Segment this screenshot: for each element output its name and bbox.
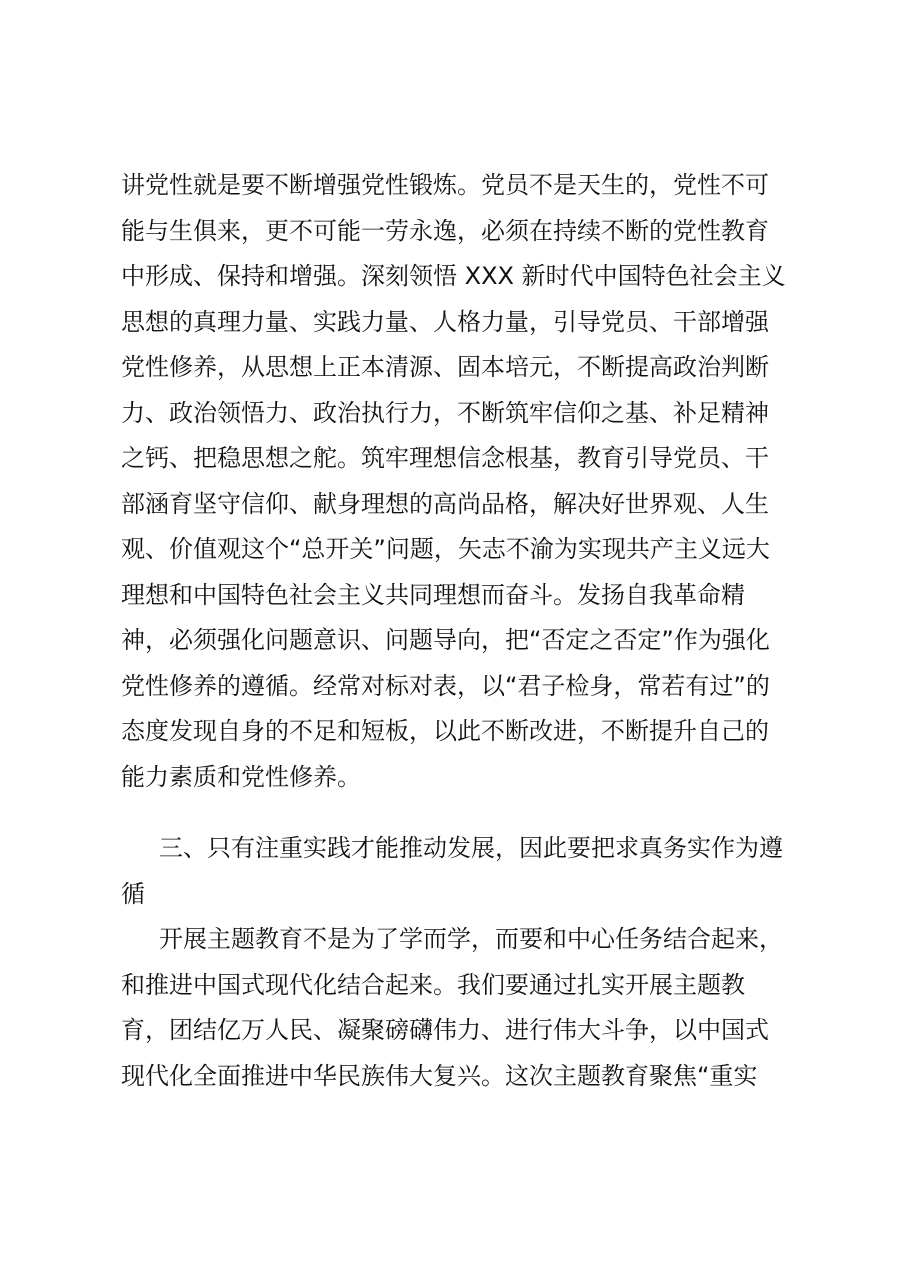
- paragraph-line: 能与生俱来，更不可能一劳永逸，必须在持续不断的党性教育: [121, 216, 769, 245]
- heading-line: 三、只有注重实践才能推动发展，因此要把求真务实作为遵: [159, 834, 783, 862]
- paragraph-line: 之钙、把稳思想之舵。筑牢理想信念根基，教育引导党员、干: [121, 444, 769, 472]
- paragraph-line: 部涵育坚守信仰、献身理想的高尚品格，解决好世界观、人生: [121, 489, 769, 518]
- heading-line: 循: [121, 879, 145, 908]
- paragraph-line: 神，必须强化问题意识、问题导向，把“否定之否定”作为强化: [121, 626, 770, 654]
- paragraph-line: 讲党性就是要不断增强党性锻炼。党员不是天生的，党性不可: [121, 171, 769, 199]
- paragraph-line: 观、价值观这个“总开关”问题，矢志不渝为实现共产主义远大: [121, 535, 770, 563]
- paragraph-line: 中形成、保持和增强。深刻领悟 XXX 新时代中国特色社会主义: [121, 262, 786, 290]
- paragraph-line: 育，团结亿万人民、凝聚磅礴伟力、进行伟大斗争，以中国式: [121, 1016, 769, 1044]
- paragraph-line: 理想和中国特色社会主义共同理想而奋斗。发扬自我革命精: [121, 580, 745, 609]
- paragraph-line: 现代化全面推进中华民族伟大复兴。这次主题教育聚焦“重实: [121, 1061, 758, 1090]
- body-paragraph-2: [121, 917, 801, 1099]
- paragraph-line: 态度发现自身的不足和短板，以此不断改进，不断提升自己的: [121, 717, 769, 745]
- paragraph-line: 和推进中国式现代化结合起来。我们要通过扎实开展主题教: [121, 970, 745, 999]
- paragraph-line: 思想的真理力量、实践力量、人格力量，引导党员、干部增强: [121, 307, 769, 336]
- paragraph-line: 能力素质和党性修养。: [121, 762, 361, 791]
- paragraph-line: 党性修养的遵循。经常对标对表，以“君子检身，常若有过”的: [121, 671, 770, 700]
- body-paragraph-1: [121, 163, 801, 800]
- section-heading-3: [121, 826, 801, 917]
- paragraph-line: 力、政治领悟力、政治执行力，不断筑牢信仰之基、补足精神: [121, 398, 769, 427]
- paragraph-line: 开展主题教育不是为了学而学，而要和中心任务结合起来，: [159, 925, 783, 953]
- paragraph-line: 党性修养，从思想上正本清源、固本培元，不断提高政治判断: [121, 353, 769, 381]
